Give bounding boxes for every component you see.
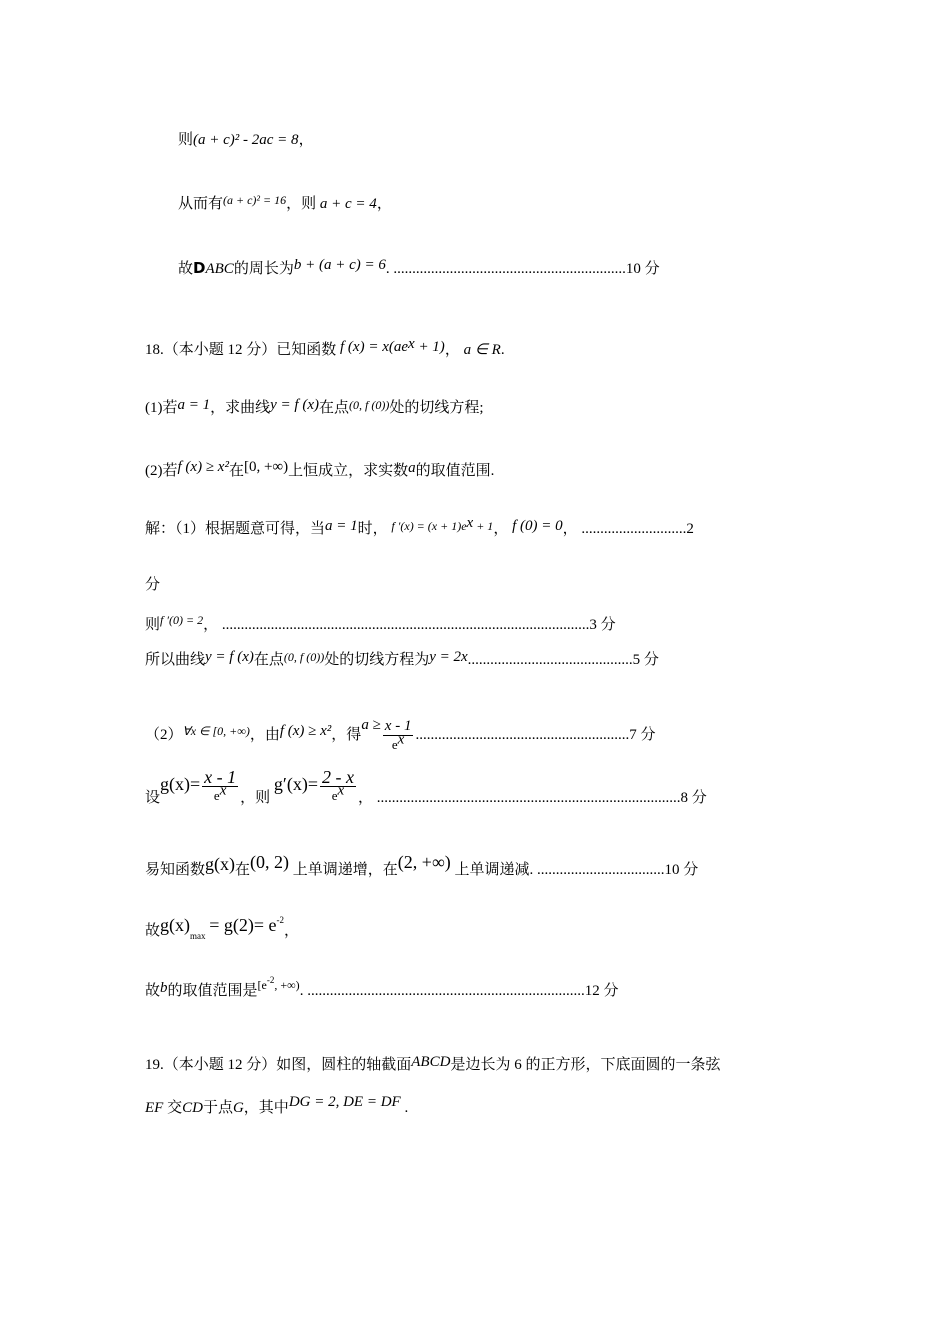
step-line-3 bbox=[178, 255, 660, 279]
math-expression: g(x) bbox=[205, 854, 236, 874]
text: 在点 bbox=[319, 400, 350, 416]
math-expression: [e bbox=[257, 978, 267, 992]
math-expression: ABC bbox=[205, 261, 234, 277]
math-expression: (a + c)² = 16 bbox=[223, 193, 287, 207]
math-expression: CD bbox=[182, 1100, 203, 1116]
math-expression: + 1) bbox=[414, 339, 445, 355]
text: 从而有 bbox=[178, 196, 224, 212]
text: ， bbox=[376, 196, 392, 212]
numerator: 2 - x bbox=[321, 767, 354, 788]
math-expression: + 1 bbox=[473, 519, 494, 533]
math-expression: g′(x)= bbox=[273, 774, 318, 794]
dot-leader: .................................. bbox=[533, 862, 665, 878]
text: 解：（1）根据题意可得，当 bbox=[145, 521, 326, 537]
math-expression: f (x) ≥ x² bbox=[177, 459, 229, 475]
text: 的取值范围. bbox=[415, 463, 495, 479]
solution-line-2 bbox=[145, 610, 616, 635]
math-expression: f (0) = 0 bbox=[512, 518, 563, 534]
text: . bbox=[500, 342, 505, 358]
question-19 bbox=[145, 1052, 720, 1075]
solution-line-1 bbox=[145, 516, 694, 539]
text: ， bbox=[203, 617, 219, 633]
text: ， bbox=[493, 521, 509, 537]
text: 则 bbox=[178, 132, 194, 148]
math-expression: EF bbox=[145, 1100, 164, 1116]
text: 在点 bbox=[253, 652, 284, 668]
text: 在 bbox=[228, 463, 244, 479]
text: 上单调递减. bbox=[454, 862, 534, 878]
text: 故 bbox=[145, 923, 161, 939]
solution-line-8 bbox=[145, 975, 618, 1001]
math-expression: DG = 2, DE = DF bbox=[288, 1094, 401, 1110]
math-expression: f ′(0) = 2 bbox=[160, 613, 204, 627]
solution-line-7 bbox=[145, 915, 299, 941]
question-heading: 19.（本小题 12 分）如图，圆柱的轴截面 bbox=[145, 1057, 412, 1073]
math-expression: y = f (x) bbox=[205, 649, 254, 665]
text: 时， bbox=[357, 521, 388, 537]
text: ， bbox=[444, 342, 460, 358]
solution-line-6 bbox=[145, 852, 698, 880]
text: ， bbox=[562, 521, 578, 537]
math-expression: y = 2x bbox=[429, 649, 468, 665]
text: (1)若 bbox=[145, 400, 178, 416]
math-expression: a ≥ bbox=[361, 717, 381, 733]
math-expression: (a + c)² - 2ac = 8 bbox=[193, 132, 299, 148]
superscript: x bbox=[337, 782, 345, 799]
text: 上恒成立，求实数 bbox=[288, 463, 409, 479]
math-expression: = g(2)= e bbox=[209, 915, 277, 935]
dot-leader: ............................................ bbox=[467, 652, 633, 668]
math-expression: a = 1 bbox=[177, 397, 211, 413]
text: ，由 bbox=[249, 727, 280, 743]
superscript: -2 bbox=[276, 915, 285, 925]
dot-leader: ............................ bbox=[581, 521, 687, 537]
text: ，则 bbox=[286, 196, 317, 212]
math-expression: ABCD bbox=[411, 1054, 451, 1070]
text: . bbox=[404, 1100, 409, 1116]
score-label: 10 分 bbox=[664, 862, 699, 878]
math-expression: G bbox=[232, 1100, 244, 1116]
score-label: 8 分 bbox=[680, 790, 707, 806]
fraction bbox=[383, 717, 414, 754]
fraction bbox=[320, 768, 356, 805]
text: ， bbox=[298, 132, 314, 148]
dot-leader: . .............................................................. bbox=[385, 261, 626, 277]
superscript: x bbox=[219, 782, 227, 799]
math-expression: (2, +∞) bbox=[397, 852, 451, 872]
step-line-1 bbox=[178, 130, 314, 150]
text: ，则 bbox=[240, 790, 271, 806]
text: (2)若 bbox=[145, 463, 178, 479]
dot-leader: ................................................................................. bbox=[376, 790, 681, 806]
score-label: 分 bbox=[145, 577, 161, 593]
question-18-part-2 bbox=[145, 457, 494, 481]
dot-leader: ......................................................... bbox=[415, 727, 630, 743]
score-label: 10 分 bbox=[625, 261, 660, 277]
text: 在 bbox=[235, 862, 251, 878]
math-expression: a + c = 4 bbox=[319, 196, 377, 212]
score-label: 3 分 bbox=[589, 617, 616, 633]
question-18-part-1 bbox=[145, 395, 484, 418]
numerator: x - 1 bbox=[384, 718, 412, 735]
denominator-base: e bbox=[213, 788, 220, 804]
step-line-2 bbox=[178, 190, 392, 214]
text: 于点 bbox=[202, 1100, 233, 1116]
solution-line-4 bbox=[145, 705, 655, 755]
text: 上单调递增，在 bbox=[292, 862, 398, 878]
text: 处的切线方程; bbox=[389, 400, 484, 416]
question-19-line-2 bbox=[145, 1092, 408, 1118]
math-expression: [0, +∞) bbox=[243, 459, 289, 475]
text: （2） bbox=[145, 727, 183, 743]
text: ， bbox=[357, 790, 373, 806]
denominator bbox=[202, 782, 238, 805]
math-expression: g(x) bbox=[160, 915, 191, 935]
dot-leader: .................................................................................................. bbox=[221, 617, 590, 633]
text: 所以曲线 bbox=[145, 652, 206, 668]
text: ，求曲线 bbox=[210, 400, 271, 416]
superscript: x bbox=[466, 515, 474, 531]
superscript: -2 bbox=[266, 975, 275, 985]
text: 故 bbox=[145, 983, 161, 999]
text: 的取值范围是 bbox=[167, 983, 258, 999]
math-expression: ∀x ∈ [0, +∞) bbox=[182, 724, 250, 738]
text: 交 bbox=[167, 1100, 183, 1116]
score-label: 12 分 bbox=[584, 983, 619, 999]
math-expression: g(x)= bbox=[160, 774, 201, 794]
denominator-base: e bbox=[331, 788, 338, 804]
math-expression: a = 1 bbox=[325, 518, 358, 534]
text: ，得 bbox=[331, 727, 362, 743]
math-expression: b + (a + c) = 6 bbox=[293, 257, 386, 273]
denominator bbox=[383, 731, 414, 754]
score-label: 5 分 bbox=[632, 652, 659, 668]
math-expression: f (x) = x(ae bbox=[340, 339, 409, 355]
fraction bbox=[202, 768, 238, 805]
math-expression: , +∞) bbox=[274, 978, 300, 992]
text: ，其中 bbox=[243, 1100, 289, 1116]
math-expression: (0, f (0)) bbox=[283, 650, 325, 664]
math-expression: b bbox=[160, 980, 168, 996]
superscript: x bbox=[408, 336, 415, 352]
math-expression: (0, 2) bbox=[250, 852, 290, 872]
dot-leader: . .......................................................................... bbox=[299, 983, 585, 999]
score-label: 7 分 bbox=[629, 727, 656, 743]
math-expression: a ∈ R bbox=[463, 342, 501, 358]
math-expression: (0, f (0)) bbox=[349, 398, 390, 412]
question-heading: 18.（本小题 12 分）已知函数 bbox=[145, 342, 337, 358]
denominator bbox=[320, 782, 356, 805]
denominator-base: e bbox=[391, 737, 398, 753]
text: 故 bbox=[178, 261, 194, 277]
solution-line-1b bbox=[145, 575, 160, 595]
subscript: max bbox=[190, 931, 206, 941]
solution-line-5 bbox=[145, 762, 707, 820]
score-label: 2 bbox=[686, 521, 694, 537]
text: 易知函数 bbox=[145, 862, 206, 878]
triangle-symbol: D bbox=[193, 259, 206, 277]
text: 设 bbox=[145, 790, 161, 806]
solution-line-3 bbox=[145, 647, 659, 670]
text: ， bbox=[284, 923, 300, 939]
text: 是边长为 6 的正方形，下底面圆的一条弦 bbox=[450, 1057, 721, 1073]
math-expression: f (x) ≥ x² bbox=[279, 723, 332, 739]
math-expression: a bbox=[408, 460, 416, 476]
text: 的周长为 bbox=[233, 261, 294, 277]
numerator: x - 1 bbox=[204, 767, 237, 788]
text: 处的切线方程为 bbox=[324, 652, 430, 668]
math-expression: y = f (x) bbox=[270, 397, 319, 413]
superscript: x bbox=[397, 731, 405, 748]
math-expression: f ′(x) = (x + 1)e bbox=[391, 519, 467, 533]
text: 则 bbox=[145, 617, 161, 633]
question-18 bbox=[145, 337, 505, 360]
